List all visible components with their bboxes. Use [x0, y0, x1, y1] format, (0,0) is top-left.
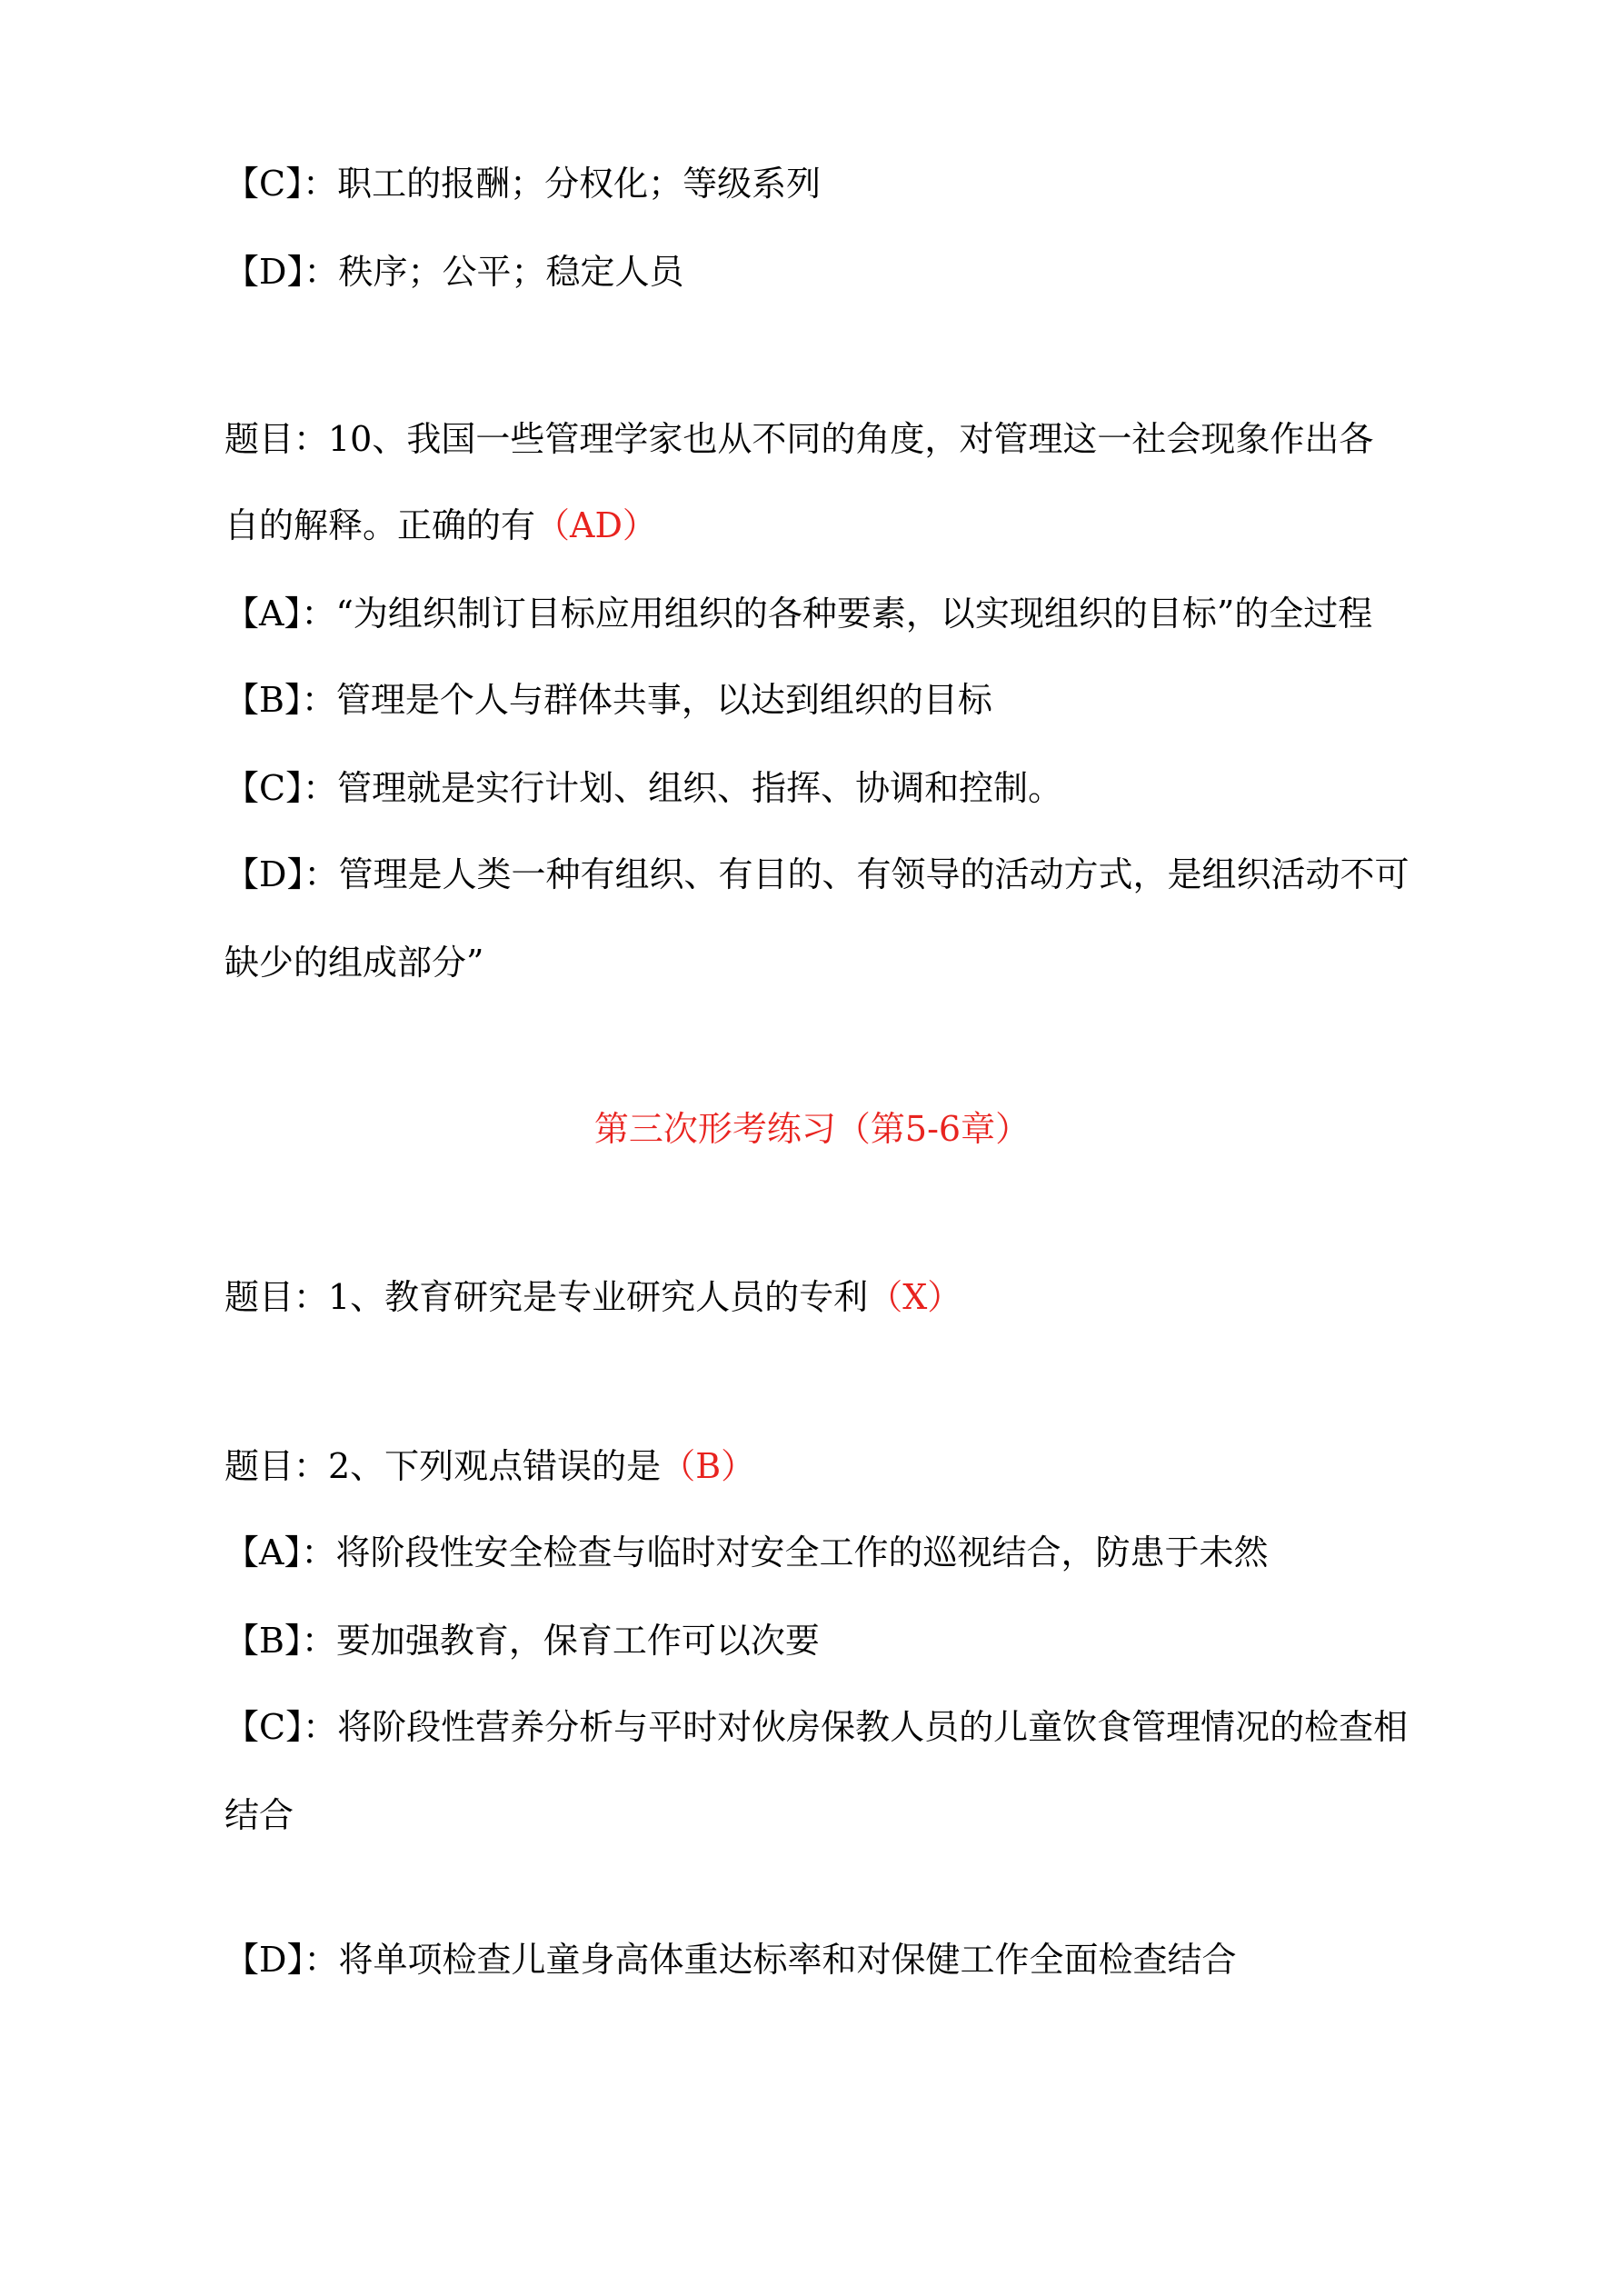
- q2-option-b: 【B】：要加强教育，保育工作可以次要: [224, 1621, 820, 1661]
- q10-option-d-line1: 【D】：管理是人类一种有组织、有目的、有领导的活动方式，是组织活动不可: [224, 854, 1410, 894]
- q10-option-a: 【A】：“为组织制订目标应用组织的各种要素，以实现组织的目标”的全过程: [224, 594, 1373, 634]
- q10-stem-text: 自的解释。正确的有: [224, 505, 536, 545]
- q9-option-c: 【C】：职工的报酬；分权化；等级系列: [224, 164, 822, 204]
- q2-option-c-line1: 【C】：将阶段性营养分析与平时对伙房保教人员的儿童饮食管理情况的检查相: [224, 1707, 1409, 1747]
- q10-option-d-line2: 缺少的组成部分”: [224, 943, 484, 983]
- q10-option-b: 【B】：管理是个人与群体共事，以达到组织的目标: [224, 680, 992, 720]
- q2-option-c-line2: 结合: [224, 1795, 294, 1835]
- q1-stem-line: [224, 1274, 961, 1320]
- q10-answer: （AD）: [535, 505, 657, 545]
- q2-stem-line: [224, 1443, 755, 1489]
- section-heading: 第三次形考练习（第5-6章）: [593, 1109, 1031, 1149]
- q10-stem-line2: [224, 503, 657, 548]
- q1-answer: （X）: [868, 1277, 962, 1317]
- q2-option-a: 【A】：将阶段性安全检查与临时对安全工作的巡视结合，防患于未然: [224, 1532, 1269, 1572]
- q2-option-d: 【D】：将单项检查儿童身高体重达标率和对保健工作全面检查结合: [224, 1940, 1237, 1980]
- q2-answer: （B）: [661, 1446, 756, 1486]
- q1-stem: 题目：1、教育研究是专业研究人员的专利: [224, 1277, 869, 1317]
- q9-option-d: 【D】：秩序；公平；稳定人员: [224, 252, 684, 292]
- q10-stem-line1: 题目：10、我国一些管理学家也从不同的角度，对管理这一社会现象作出各: [224, 419, 1374, 459]
- q10-option-c: 【C】：管理就是实行计划、组织、指挥、协调和控制。: [224, 768, 1063, 808]
- q2-stem: 题目：2、下列观点错误的是: [224, 1446, 662, 1486]
